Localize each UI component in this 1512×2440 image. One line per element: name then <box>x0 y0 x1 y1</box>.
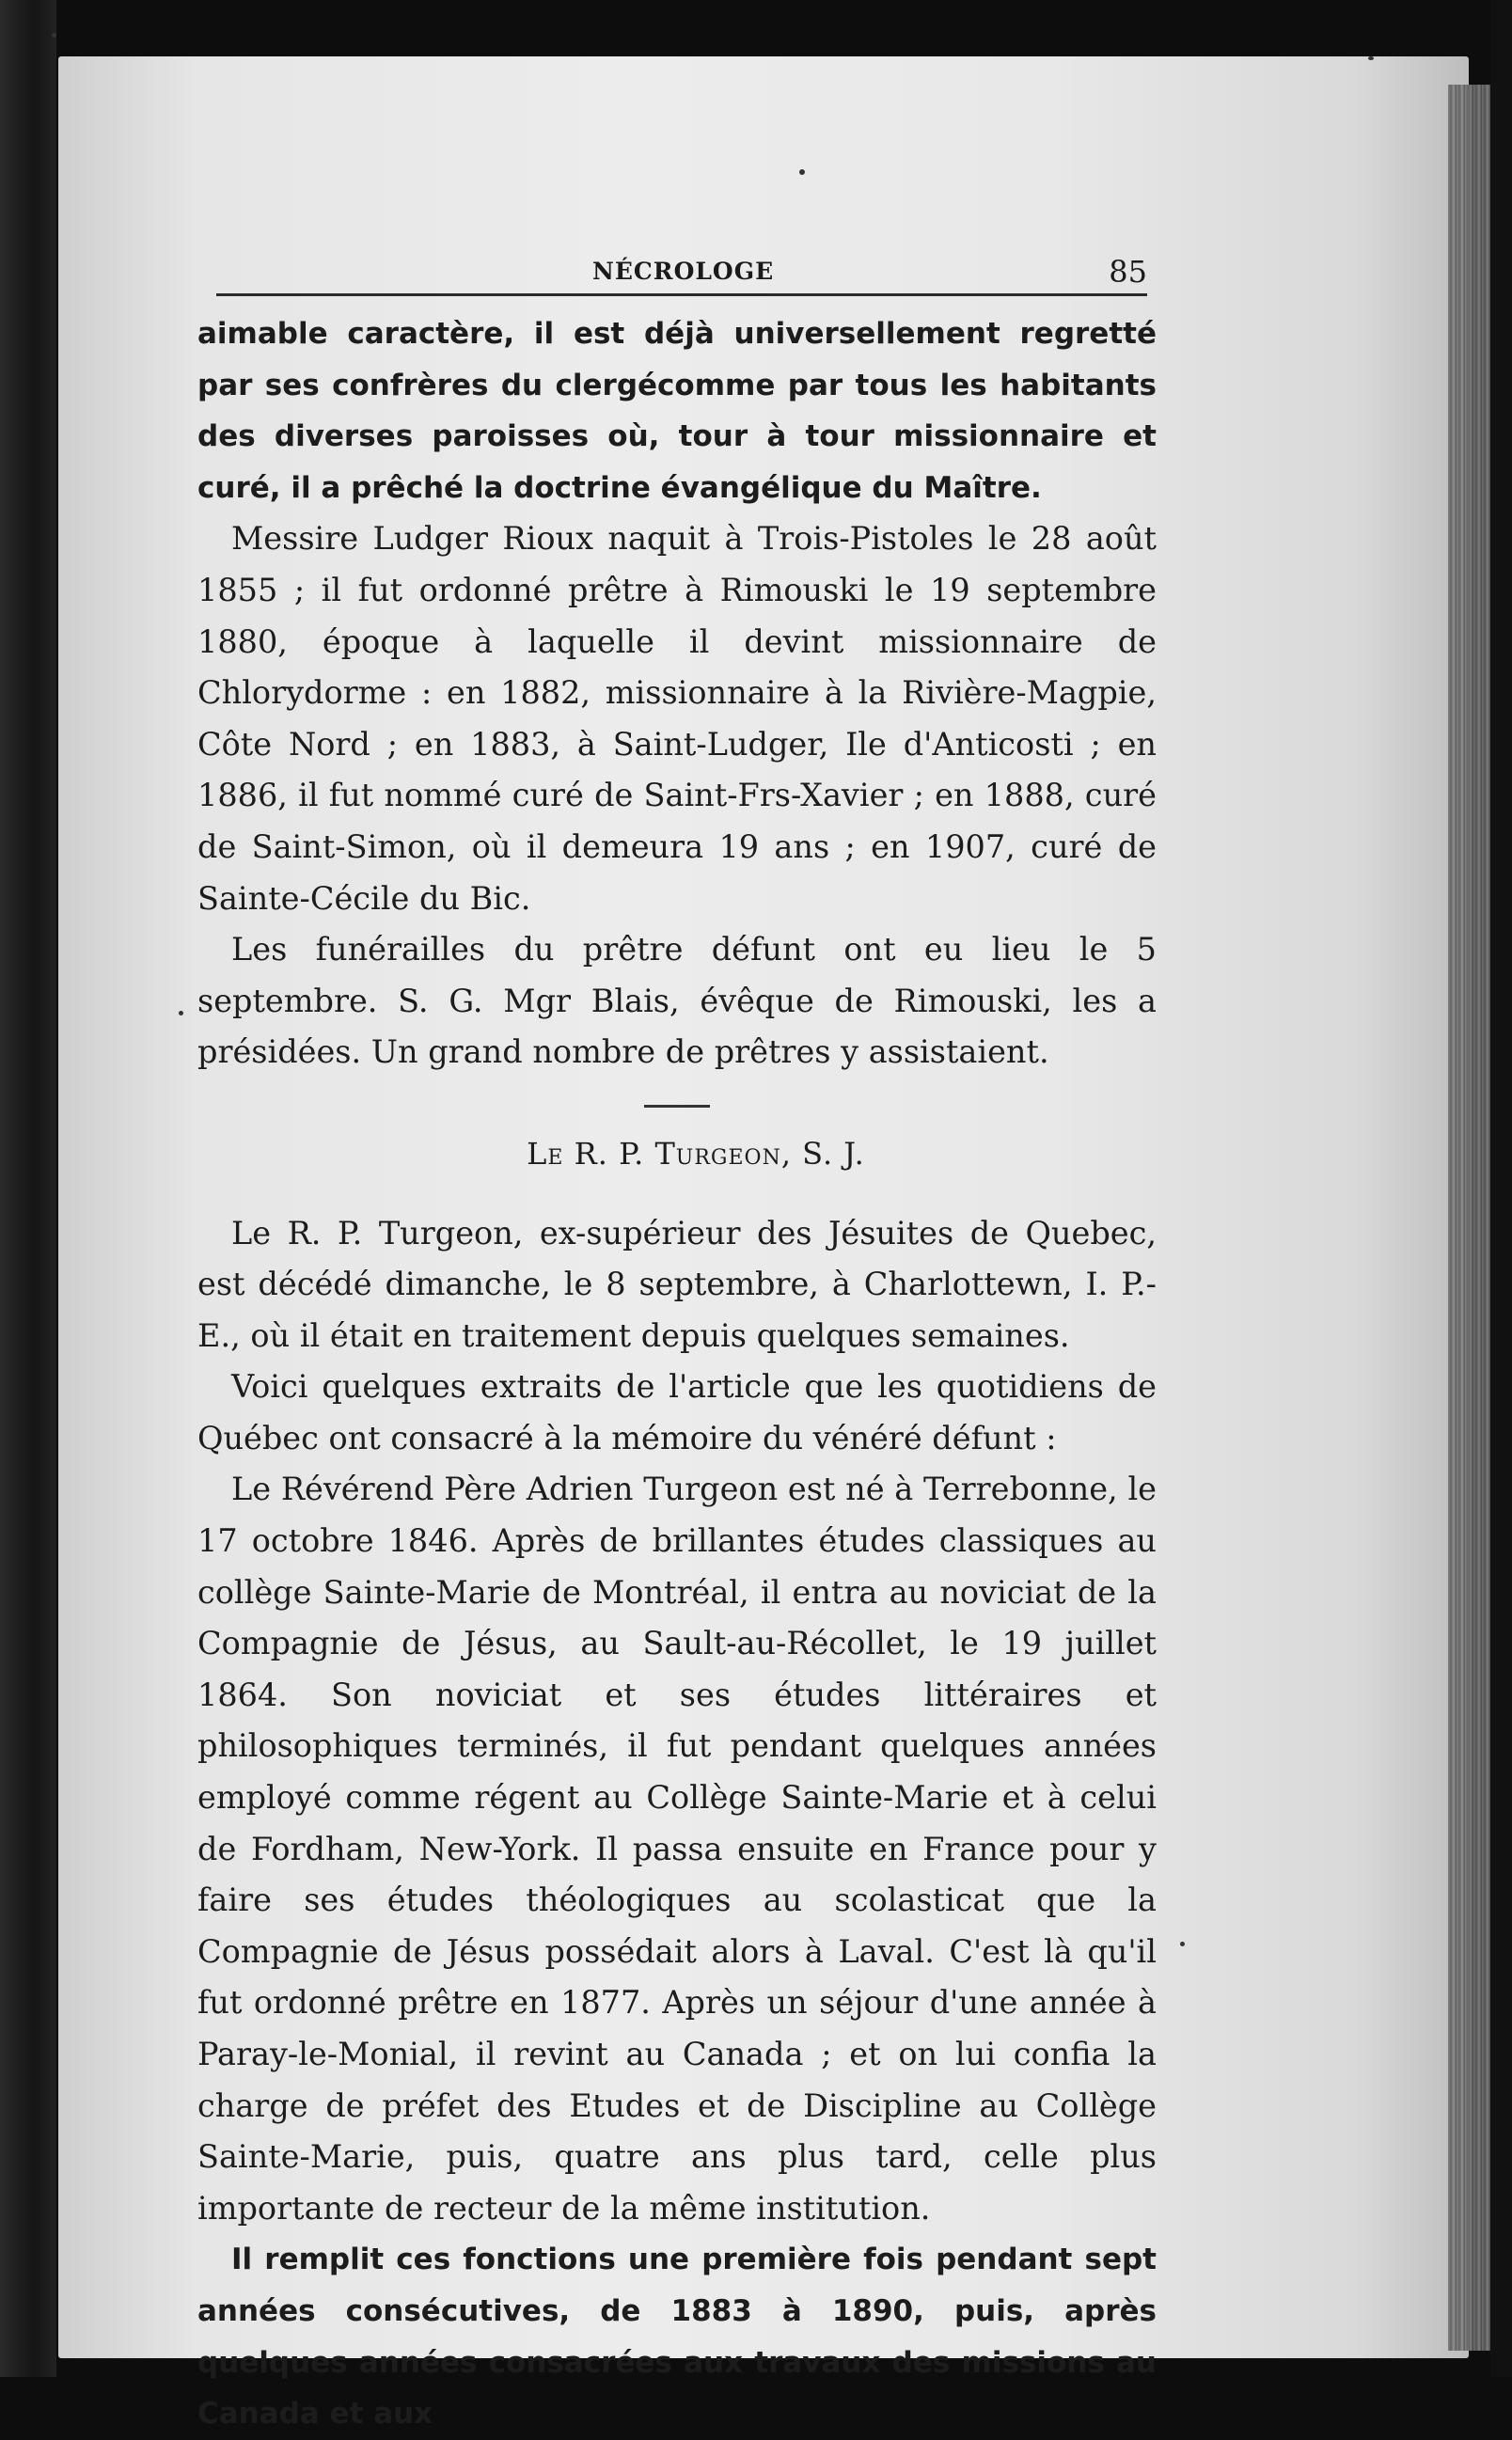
paragraph: Il remplit ces fonctions une première fois pendant sept années consécutives, de 1883 à 1890, puis, après quelques années consacrées aux travaux des missions au Canada et aux <box>197 2243 1157 2432</box>
paragraph: Les funérailles du prêtre défunt ont eu lieu le 5 septembre. S. G. Mgr Blais, évêque de Rimouski, les a présidées. Un grand nombre de prêtres y assistaient. <box>197 931 1157 1071</box>
header-rule <box>216 293 1147 296</box>
speck <box>179 1011 183 1015</box>
speck <box>1180 1942 1185 1946</box>
running-header-title: NÉCROLOGE <box>592 258 775 285</box>
book-page-edges <box>1448 85 1490 2351</box>
paragraph: Le Révérend Père Adrien Turgeon est né à Terrebonne, le 17 octobre 1846. Après de brillantes études classiques au collège Sainte-Marie de Montréal, il entra au noviciat de la Compagnie de Jésus, au Sault-au-Récollet, le 19 juillet 1864. Son noviciat et ses études littéraires et philosophiques terminés, il fut pendant quelques années employé comme régent au Collège Sainte-Marie et à celui de Fordham, New-York. Il passa ensuite en France pour y faire ses études théologiques au scolasticat que la Compagnie de Jésus possédait alors à Laval. C'est là qu'il fut ordonné prêtre en 1877. Après un séjour d'une année à Paray-le-Monial, il revint au Canada ; et on lui confia la charge de préfet des Etudes et de Discipline au Collège Sainte-Marie, puis, quatre ans plus tard, celle plus importante de recteur de la même institution. <box>197 1471 1157 2227</box>
section-separator <box>644 1105 710 1108</box>
speck <box>1368 56 1374 60</box>
section-title: Le R. P. Turgeon, S. J. <box>527 1135 865 1172</box>
page-number: 85 <box>1109 254 1147 290</box>
film-edge-right <box>1490 0 1512 2377</box>
text-column <box>197 308 1157 2440</box>
speck <box>52 33 56 38</box>
bold-paragraph-block <box>197 2234 1157 2439</box>
paragraph: Voici quelques extraits de l'article que les quotidiens de Québec ont consacré à la mémoire du vénéré défunt : <box>197 1368 1157 1456</box>
speck <box>799 169 805 175</box>
paragraph: Le R. P. Turgeon, ex-supérieur des Jésuites de Quebec, est décédé dimanche, le 8 septembre, à Charlottewn, I. P.-E., où il était en traitement depuis quelques semaines. <box>197 1214 1157 1354</box>
paragraph: aimable caractère, il est déjà universellement regretté par ses confrères du clergécomme par tous les habitants des diverses paroisses où, tour à tour missionnaire et curé, il a prêché la doctrine évangélique du Maître. <box>197 317 1157 505</box>
film-edge-left <box>0 0 56 2377</box>
paragraph: Messire Ludger Rioux naquit à Trois-Pistoles le 28 août 1855 ; il fut ordonné prêtre à Rimouski le 19 septembre 1880, époque à laquelle il devint missionnaire de Chlorydorme : en 1882, missionnaire à la Rivière-Magpie, Côte Nord ; en 1883, à Saint-Ludger, Ile d'Anticosti ; en 1886, il fut nommé curé de Saint-Frs-Xavier ; en 1888, curé de Saint-Simon, où il demeura 19 ans ; en 1907, curé de Sainte-Cécile du Bic. <box>197 520 1157 917</box>
bold-paragraph-block <box>197 308 1157 513</box>
